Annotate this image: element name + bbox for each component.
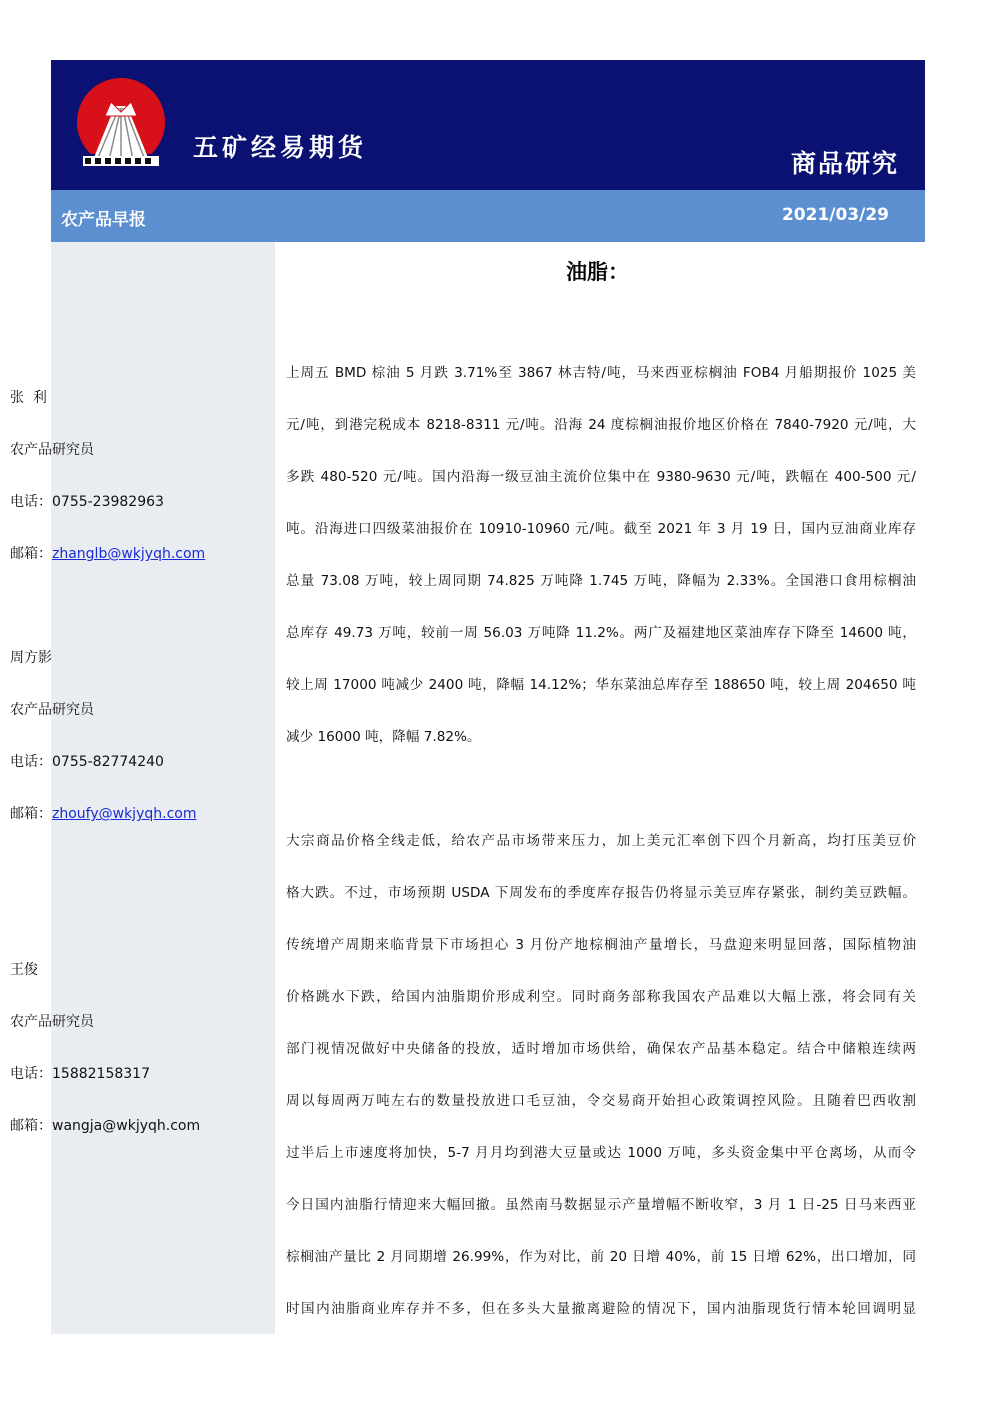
paragraph-line: 大宗商品价格全线走低，给农产品市场带来压力，加上美元汇率创下四个月新高，均打压美豆价: [286, 833, 916, 849]
email-label: 邮箱：: [10, 546, 52, 562]
analyst-email-link[interactable]: zhanglb@wkjyqh.com: [52, 546, 206, 562]
paragraph-line: 多跌 480-520 元/吨。国内沿海一级豆油主流价位集中在 9380-9630 元/吨，跌幅在 400-500 元/: [286, 469, 916, 485]
report-type: 农产品早报: [61, 210, 146, 230]
company-name: 五矿经易期货: [193, 133, 368, 162]
analyst-email-link[interactable]: zhoufy@wkjyqh.com: [52, 806, 197, 822]
paragraph-line: 周以每周两万吨左右的数量投放进口毛豆油，令交易商开始担心政策调控风险。且随着巴西收割: [286, 1093, 916, 1109]
paragraph-line: 棕榈油产量比 2 月同期增 26.99%，作为对比，前 20 日增 40%，前 15 日增 62%，出口增加，同: [286, 1249, 916, 1265]
paragraph-analysis: [286, 815, 916, 1335]
analyst-name: 张 利: [10, 390, 47, 406]
analyst-name: 周方影: [10, 650, 52, 666]
paragraph-line: 传统增产周期来临背景下市场担心 3 月份产地棕榈油产量增长，马盘迎来明显回落，国际植物油: [286, 937, 916, 953]
paragraph-line: 总量 73.08 万吨，较上周同期 74.825 万吨降 1.745 万吨，降幅为 2.33%。全国港口食用棕榈油: [286, 573, 916, 589]
paragraph-line: 较上周 17000 吨减少 2400 吨，降幅 14.12%；华东菜油总库存至 188650 吨，较上周 204650 吨: [286, 677, 916, 693]
report-subbar: [51, 190, 925, 242]
analyst-email-row: [10, 804, 196, 856]
section-heading: 油脂：: [566, 260, 629, 284]
paragraph-line: 过半后上市速度将加快，5-7 月月均到港大豆量或达 1000 万吨，多头资金集中平仓离场，从而令: [286, 1145, 916, 1161]
report-header: [51, 60, 925, 190]
email-label: 邮箱：: [10, 806, 52, 822]
analyst-phone: 电话：15882158317: [10, 1066, 150, 1082]
paragraph-line: 部门视情况做好中央储备的投放，适时增加市场供给，确保农产品基本稳定。结合中储粮连续两: [286, 1041, 916, 1057]
paragraph-line: 格大跌。不过，市场预期 USDA 下周发布的季度库存报告仍将显示美豆库存紧张，制约美豆跌幅。: [286, 885, 916, 901]
analyst-card: [10, 648, 196, 856]
paragraph-line: 元/吨，到港完税成本 8218-8311 元/吨。沿海 24 度棕榈油报价地区价格在 7840-7920 元/吨，大: [286, 417, 916, 433]
section-title: 商品研究: [790, 149, 899, 178]
report-date: 2021/03/29: [781, 205, 889, 225]
analyst-name: 王俊: [10, 962, 38, 978]
paragraph-line: 价格跳水下跌，给国内油脂期价形成利空。同时商务部称我国农产品难以大幅上涨，将会同有关: [286, 989, 916, 1005]
analyst-title: 农产品研究员: [10, 1014, 94, 1030]
minmetals-logo: [75, 76, 167, 168]
paragraph-line: 上周五 BMD 棕油 5 月跌 3.71%至 3867 林吉特/吨，马来西亚棕榈油 FOB4 月船期报价 1025 美: [286, 365, 916, 381]
analyst-card: [10, 960, 200, 1168]
analyst-title: 农产品研究员: [10, 442, 94, 458]
analyst-card: [10, 388, 205, 596]
analyst-email-row: [10, 544, 205, 596]
analyst-phone: 电话：0755-23982963: [10, 494, 164, 510]
paragraph-line: 总库存 49.73 万吨，较前一周 56.03 万吨降 11.2%。两广及福建地区菜油库存下降至 14600 吨，: [286, 625, 916, 641]
paragraph-line: 减少 16000 吨，降幅 7.82%。: [286, 729, 481, 745]
paragraph-line: 今日国内油脂行情迎来大幅回撤。虽然南马数据显示产量增幅不断收窄，3 月 1 日-25 日马来西亚: [286, 1197, 916, 1213]
analyst-phone: 电话：0755-82774240: [10, 754, 164, 770]
paragraph-line: 时国内油脂商业库存并不多，但在多头大量撤离避险的情况下，国内油脂现货行情本轮回调明显: [286, 1301, 916, 1317]
paragraph-line: 吨。沿海进口四级菜油报价在 10910-10960 元/吨。截至 2021 年 3 月 19 日，国内豆油商业库存: [286, 521, 916, 537]
email-label: 邮箱：: [10, 1118, 52, 1134]
analyst-email-row: [10, 1116, 200, 1168]
paragraph-market-data: [286, 347, 916, 763]
analyst-email: wangja@wkjyqh.com: [52, 1118, 201, 1134]
analyst-title: 农产品研究员: [10, 702, 94, 718]
